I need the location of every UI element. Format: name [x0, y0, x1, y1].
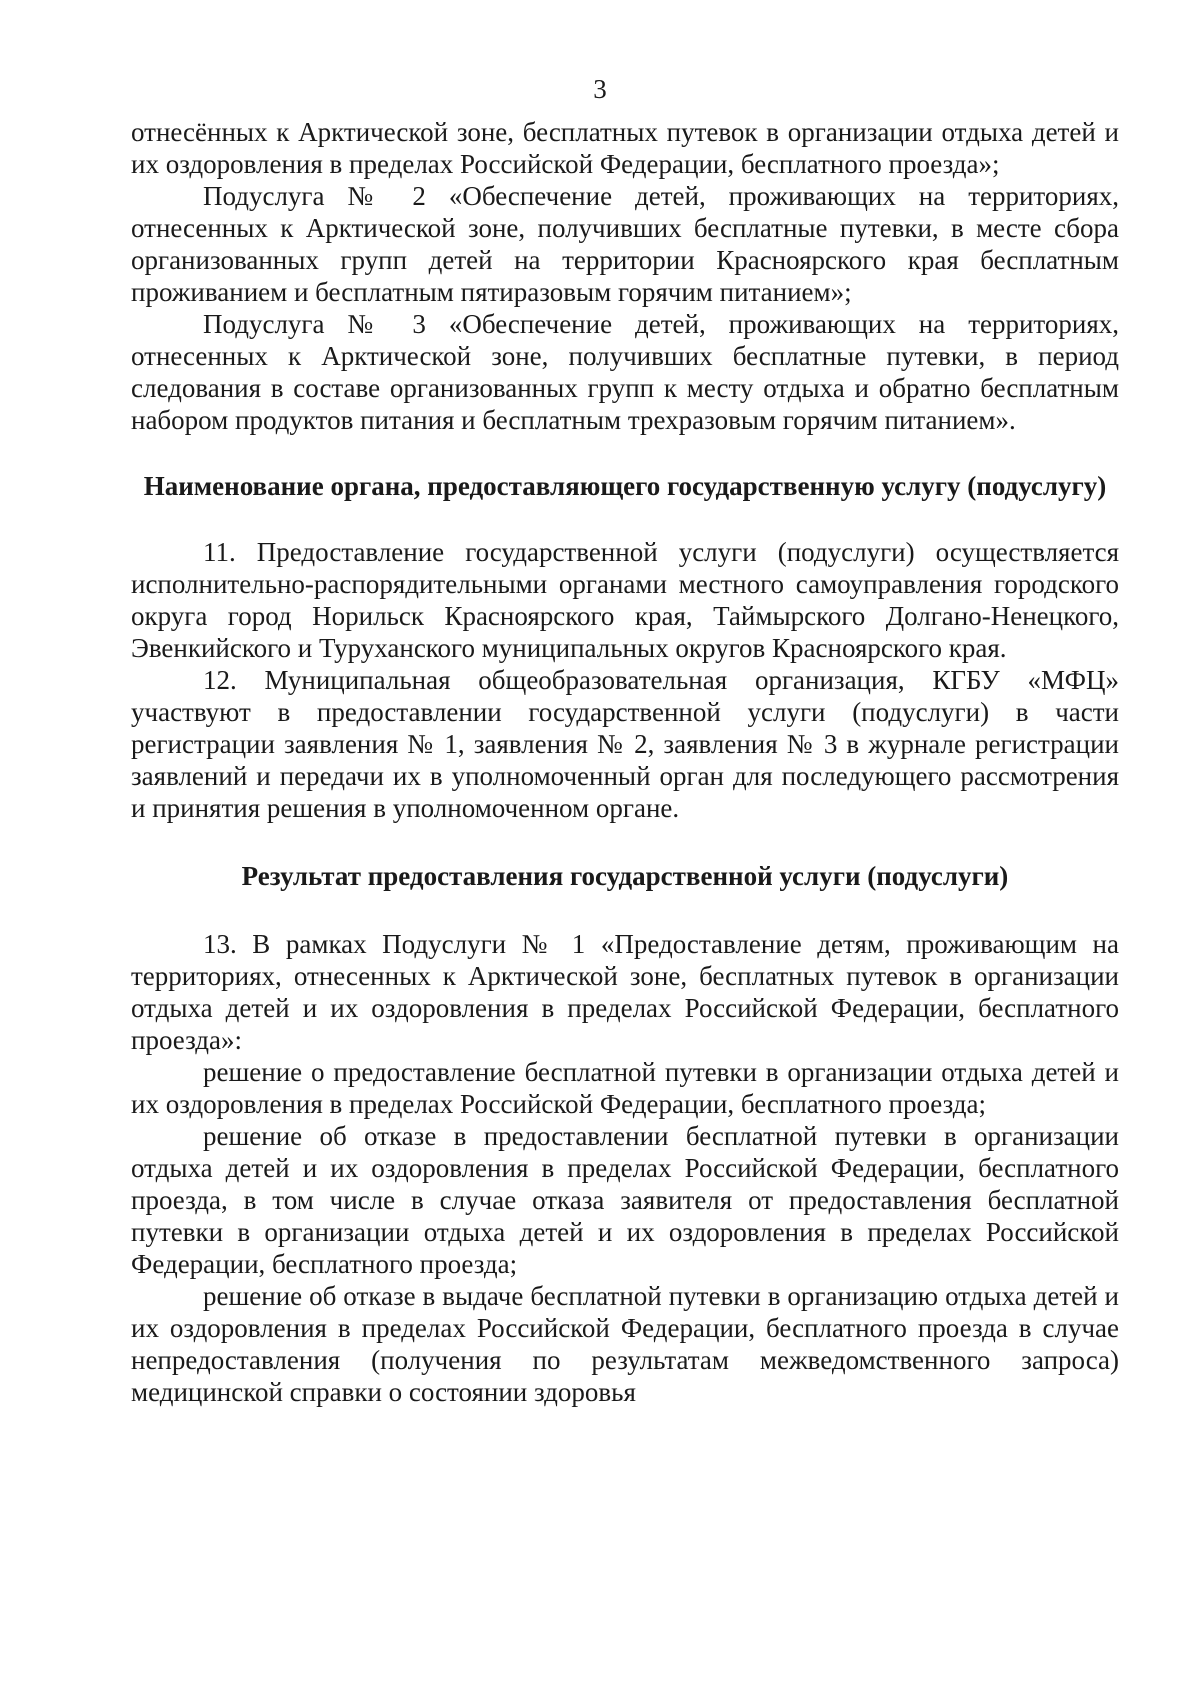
paragraph-subservice-2: Подуслуга № 2 «Обеспечение детей, проживающих на территориях, отнесенных к Арктической зоне, получивших бесплатные путевки, в месте сбора организованных групп детей на территории Красноярского края бесплатным проживанием и бесплатным пятиразовым горячим питанием»;: [131, 181, 1119, 307]
paragraph-subservice-3: Подуслуга № 3 «Обеспечение детей, проживающих на территориях, отнесенных к Арктической зоне, получивших бесплатные путевки, в период следования в составе организованных групп к месту отдыха и обратно бесплатным набором продуктов питания и бесплатным трехразовым горячим питанием».: [131, 309, 1119, 435]
paragraph-decision-grant: решение о предоставление бесплатной путевки в организации отдыха детей и их оздоровления в пределах Российской Федерации, бесплатного проезда;: [131, 1057, 1119, 1119]
paragraph-decision-refusal-issue: решение об отказе в выдаче бесплатной путевки в организацию отдыха детей и их оздоровления в пределах Российской Федерации, бесплатного проезда в случае непредоставления (получения по результатам межведомственного запроса) медицинской справки о состоянии здоровья: [131, 1281, 1119, 1407]
document-body: [131, 116, 1119, 1408]
paragraph-decision-refusal: решение об отказе в предоставлении бесплатной путевки в организации отдыха детей и их оздоровления в пределах Российской Федерации, бесплатного проезда, в том числе в случае отказа заявителя от предоставления бесплатной путевки в организации отдыха детей и их оздоровления в пределах Российской Федерации, бесплатного проезда;: [131, 1121, 1119, 1279]
paragraph-11: 11. Предоставление государственной услуги (подуслуги) осуществляется исполнительно-распорядительными органами местного самоуправления городского округа город Норильск Красноярского края, Таймырского Долгано-Ненецкого, Эвенкийского и Туруханского муниципальных округов Красноярского края.: [131, 537, 1119, 663]
section-heading-authority: Наименование органа, предоставляющего государственную услугу (подуслугу): [143, 471, 1107, 501]
paragraph-13: 13. В рамках Подуслуги № 1 «Предоставление детям, проживающим на территориях, отнесенных к Арктической зоне, бесплатных путевок в организации отдыха детей и их оздоровления в пределах Российской Федерации, бесплатного проезда»:: [131, 929, 1119, 1055]
paragraph: отнесённых к Арктической зоне, бесплатных путевок в организации отдыха детей и их оздоровления в пределах Российской Федерации, бесплатного проезда»;: [131, 117, 1119, 179]
section-heading-result: Результат предоставления государственной услуги (подуслуги): [241, 861, 1009, 891]
page-number: 3: [593, 74, 607, 104]
paragraph-12: 12. Муниципальная общеобразовательная организация, КГБУ «МФЦ» участвуют в предоставлении государственной услуги (подуслуги) в части регистрации заявления № 1, заявления № 2, заявления № 3 в журнале регистрации заявлений и передачи их в уполномоченный орган для последующего рассмотрения и принятия решения в уполномоченном органе.: [131, 665, 1119, 823]
